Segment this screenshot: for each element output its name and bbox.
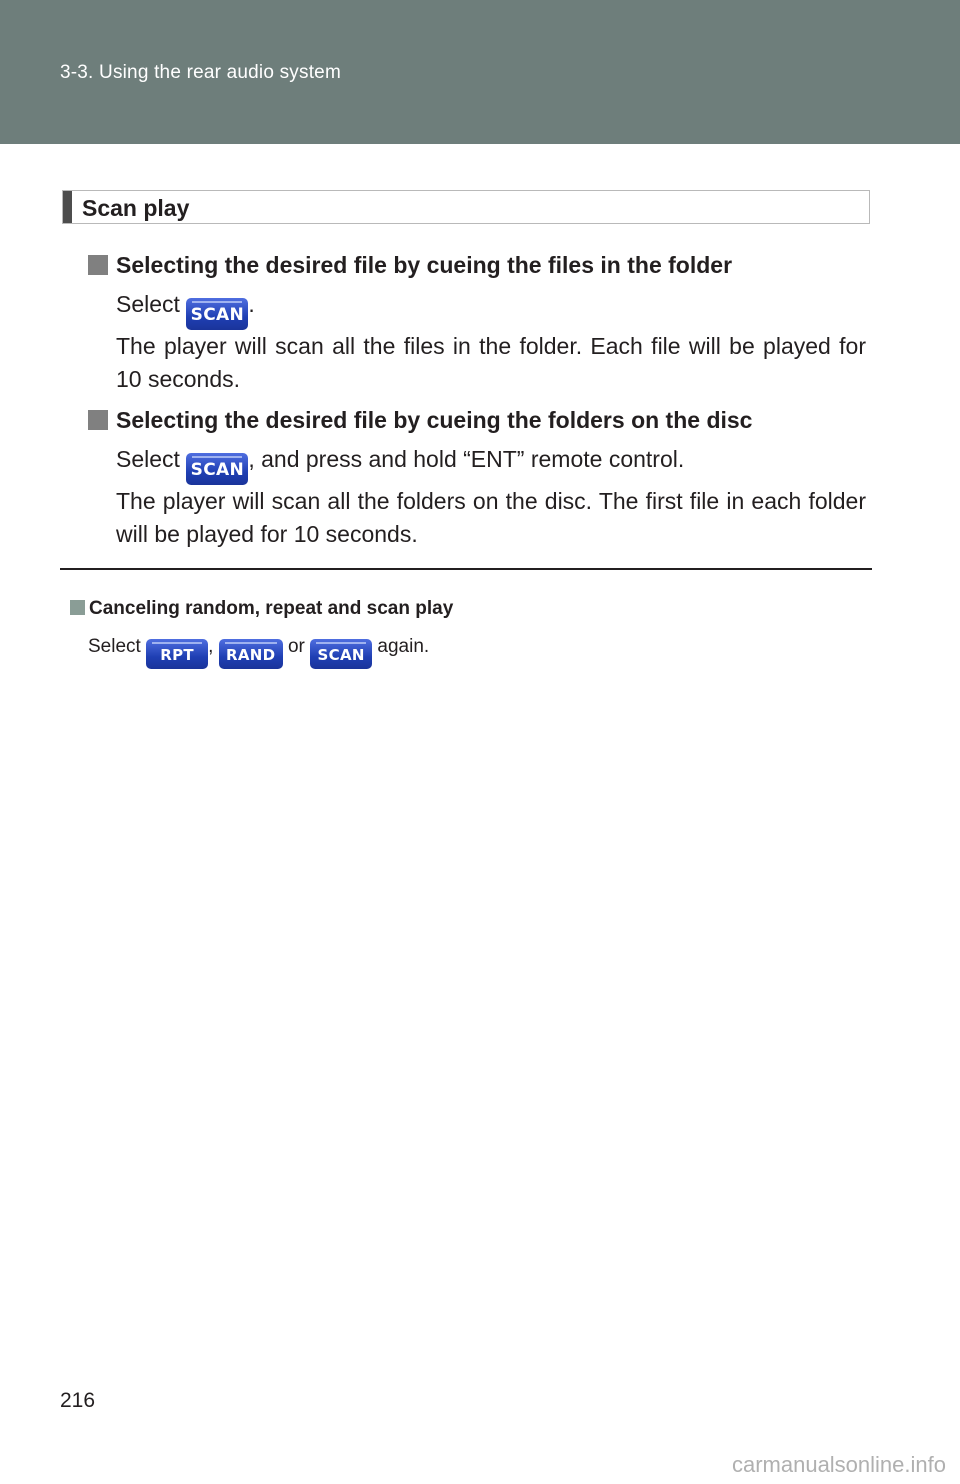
breadcrumb: 3-3. Using the rear audio system (60, 62, 341, 83)
rpt-button[interactable]: RPT (146, 639, 208, 669)
note-heading (70, 598, 453, 620)
select-suffix: , and press and hold “ENT” remote control. (248, 446, 685, 472)
scan-button[interactable]: SCAN (186, 453, 248, 485)
separator-or: or (287, 636, 305, 657)
select-line (116, 443, 866, 485)
description-text: The player will scan all the folders on the disc. The first file in each folder will be played for 10 seconds. (116, 488, 866, 547)
square-bullet-icon (88, 410, 108, 430)
subsection-heading-2 (88, 407, 752, 434)
select-label: Select (88, 636, 141, 657)
subsection-body-2 (116, 443, 866, 551)
select-label: Select (116, 291, 180, 317)
select-label: Select (116, 446, 180, 472)
watermark: carmanualsonline.info (731, 1452, 946, 1477)
description-text: The player will scan all the files in the folder. Each file will be played for 10 seconds. (116, 333, 866, 392)
section-title: Scan play (82, 195, 190, 221)
scan-button[interactable]: SCAN (310, 639, 372, 669)
rand-button[interactable]: RAND (219, 639, 283, 669)
square-bullet-icon (88, 255, 108, 275)
select-line (116, 288, 866, 330)
page-number: 216 (60, 1389, 96, 1412)
subsection-heading-1 (88, 252, 732, 279)
header-band (0, 0, 960, 144)
select-suffix: . (248, 291, 255, 317)
note-heading-text: Canceling random, repeat and scan play (89, 598, 454, 619)
square-bullet-icon (70, 600, 85, 615)
section-header-bar (63, 191, 72, 223)
separator-comma: , (208, 636, 214, 657)
subsection-body-1 (116, 288, 866, 396)
divider-rule (60, 568, 872, 570)
scan-button[interactable]: SCAN (186, 298, 248, 330)
note-tail: again. (377, 636, 430, 657)
note-body (88, 636, 429, 669)
subsection-heading-text: Selecting the desired file by cueing the files in the folder (116, 252, 733, 278)
section-header (62, 190, 870, 224)
subsection-heading-text: Selecting the desired file by cueing the folders on the disc (116, 407, 753, 433)
